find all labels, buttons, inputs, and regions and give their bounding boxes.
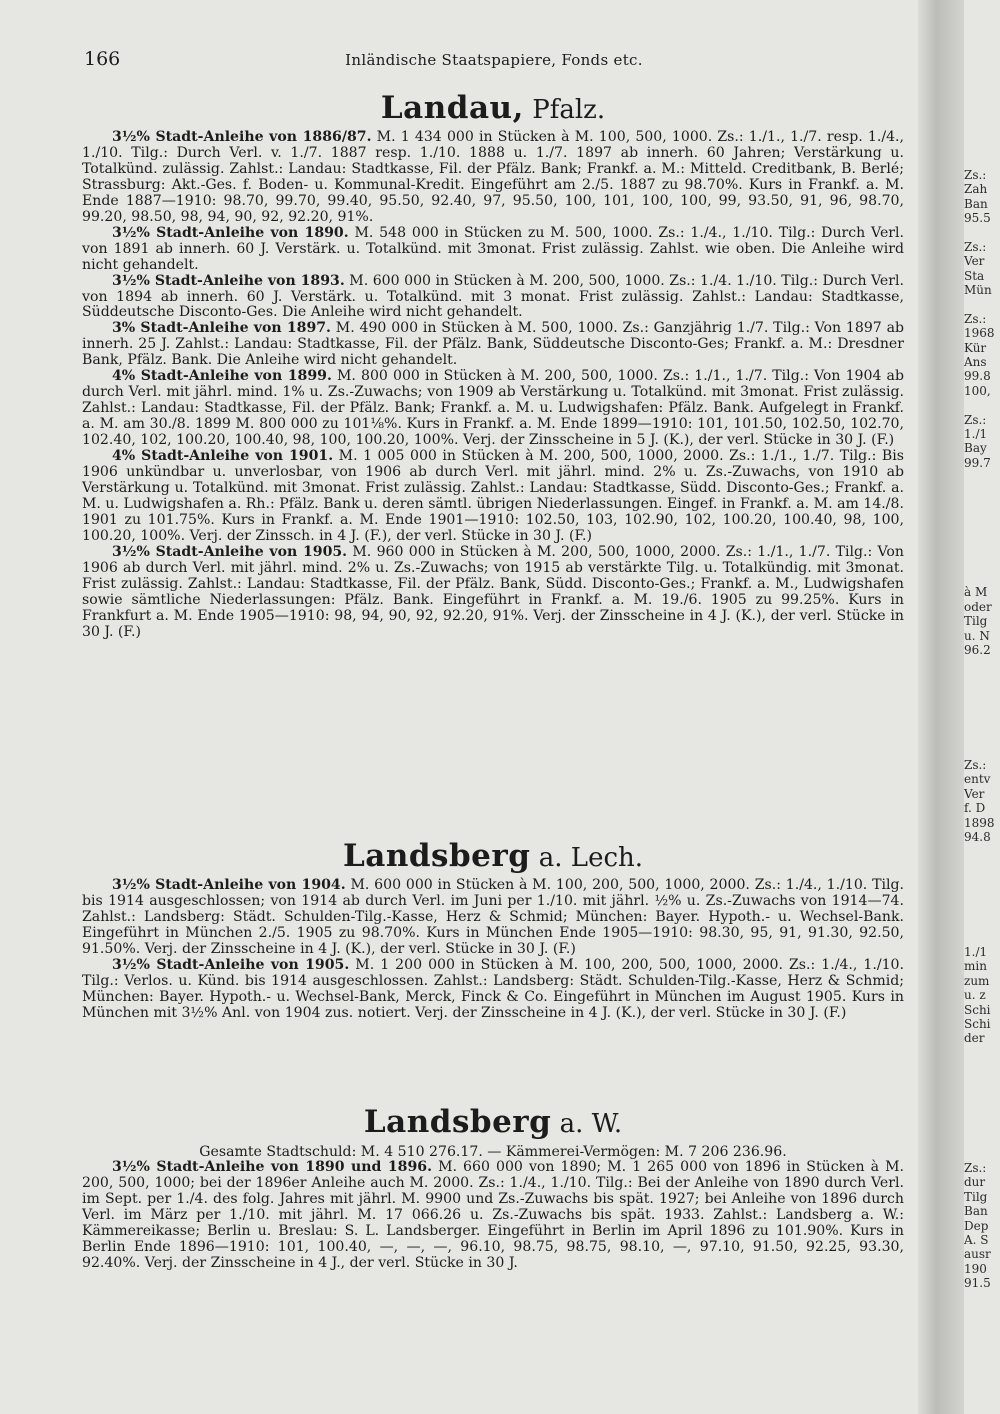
facing-page-fragment: ausr	[964, 1247, 991, 1262]
facing-page-fragment: 1898	[964, 815, 995, 830]
book-gutter	[918, 0, 964, 1414]
bond-text: M. 660 000 von 1890; M. 1 265 000 von 1896 in Stücken à M. 200, 500, 1000; bei der 1896er Anleihe auch M. 2000. Zs.: 1./4., 1./10. Tilg.: Bei der Anleihe von 1890 durch Verl. im Sept. per 1./4. des folg. Jahres mit jährl. M. 9900 und Zs.-Zuwachs bis spät. 1927; bei Anleihe von 1896 durch Verl. im März per 1./10. mit jährl. M. 17 066.26 u. Zs.-Zuwachs bis spät. 1933. Zahlst.: Landsberg a. W.: Kämmereikasse; Berlin u. Breslau: S. L. Landsberger. Eingeführt in Berlin im April 1896 zu 101.90%. Kurs in Berlin Ende 1896—1910: 101, 100.40, —, —, —, 96.10, 98.75, 98.75, 98.10, —, 97.10, 91.50, 92.25, 93.30, 92.40%. Verj. der Zinsscheine in 4 J., der verl. Stücke in 30 J.	[82, 1159, 904, 1271]
facing-page-fragment	[964, 902, 1000, 916]
facing-page-fragment: Sta	[964, 268, 985, 283]
facing-page-fragment: 96.2	[964, 642, 991, 657]
facing-page-fragment	[964, 470, 1000, 484]
page-number: 166	[84, 48, 121, 70]
facing-page-fragment: 1./1	[964, 427, 988, 442]
facing-page-fragment	[964, 513, 1000, 527]
facing-page-fragment	[964, 571, 1000, 585]
facing-page-fragment: Mün	[964, 283, 992, 298]
facing-page-edge	[964, 168, 1000, 1290]
section-landau	[82, 90, 904, 641]
facing-page-fragment: 1968	[964, 326, 995, 341]
facing-page-fragment	[964, 873, 1000, 887]
bond-entry	[82, 878, 904, 958]
facing-page-fragment: Zs.:	[964, 168, 987, 182]
bond-text: M. 548 000 in Stücken zu M. 500, 1000. Zs.: 1./4., 1./10. Tilg.: Durch Verl. von 1891 ab innerh. 60 J. Verstärk. u. Totalkünd. mit 3monat. Frist zulässig. Zahlst. wie oben. Die Anleihe wird nicht gehandelt.	[82, 224, 905, 273]
facing-page-fragment: 190	[964, 1261, 987, 1276]
facing-page-fragment: u. N	[964, 628, 990, 643]
facing-page-fragment	[964, 528, 1000, 542]
facing-page-fragment	[964, 1046, 1000, 1060]
facing-page-fragment: oder	[964, 599, 992, 614]
facing-page-fragment	[964, 1118, 1000, 1132]
facing-page-fragment: 95.5	[964, 211, 991, 226]
facing-page-fragment	[964, 700, 1000, 714]
facing-page-fragment: à M	[964, 585, 988, 600]
bond-title: 4% Stadt-Anleihe von 1899.	[112, 368, 332, 385]
facing-page-fragment	[964, 686, 1000, 700]
facing-page-fragment	[964, 1147, 1000, 1161]
bond-entry	[82, 130, 904, 226]
facing-page-fragment	[964, 1089, 1000, 1103]
facing-page-fragment	[964, 1103, 1000, 1117]
running-head	[84, 48, 904, 72]
city-name: Landsberg	[363, 1104, 552, 1140]
bond-entry	[82, 545, 904, 641]
facing-page-fragment: Tilg	[964, 1189, 988, 1204]
facing-page-fragment	[964, 715, 1000, 729]
bond-title: 3½% Stadt-Anleihe von 1890.	[112, 224, 349, 241]
bond-entry	[82, 958, 904, 1022]
facing-page-fragment	[964, 542, 1000, 556]
bond-text: M. 600 000 in Stücken à M. 100, 200, 500, 1000, 2000. Zs.: 1./4., 1./10. Tilg. bis 1914 ausgeschlossen; von 1914 ab durch Verl. im Juni per 1./10. mit jährl. ½% u. Zs.-Zuwachs von 1914—74. Zahlst.: Landsberg: Städt. Schulden-Tilg.-Kasse, Herz & Schmid; München: Bayer. Hypoth.- u. Wechsel-Bank. Eingeführt in München 2./5. 1905 zu 98.70%. Kurs in München Ende 1905—1910: 98.30, 95, 91, 91.30, 92.50, 91.50%. Verj. der Zinsscheine in 4 J. (K.), der verl. Stücke in 30 J. (F.)	[82, 877, 904, 957]
city-region: a. W.	[559, 1109, 623, 1139]
bond-title: 3½% Stadt-Anleihe von 1905.	[112, 543, 348, 560]
bond-title: 3½% Stadt-Anleihe von 1905.	[112, 956, 350, 973]
facing-page-fragment	[964, 744, 1000, 758]
facing-page-fragment: 91.5	[964, 1276, 991, 1291]
bond-text: M. 490 000 in Stücken à M. 500, 1000. Zs.: Ganzjährig 1./7. Tilg.: Von 1897 ab innerh. 25 J. Zahlst.: Landau: Stadtkasse, Fil. der Pfälz. Bank, Süddeutsche Disconto-Ges; Frankf. a. M.: Dresdner Bank, Pfälz. Bank. Die Anleihe wird nicht gehandelt.	[82, 320, 904, 369]
facing-page-fragment: Dep	[964, 1218, 989, 1233]
bond-title: 3½% Stadt-Anleihe von 1893.	[112, 272, 345, 289]
bond-entry	[82, 274, 904, 322]
facing-page-fragment: Schi	[964, 1017, 991, 1032]
facing-page-fragment: 94.8	[964, 829, 991, 844]
facing-page-fragment: min	[964, 959, 987, 974]
facing-page-fragment: Bay	[964, 441, 987, 456]
facing-page-fragment	[964, 916, 1000, 930]
facing-page-fragment: Ban	[964, 1204, 988, 1219]
city-debt-summary: Gesamte Stadtschuld: M. 4 510 276.17. — Kämmerei-Vermögen: M. 7 206 236.96.	[199, 1144, 787, 1160]
facing-page-fragment	[964, 657, 1000, 671]
facing-page-fragment: u. z	[964, 988, 986, 1003]
facing-page-fragment	[964, 859, 1000, 873]
facing-page-fragment	[964, 888, 1000, 902]
facing-page-fragment	[964, 226, 1000, 240]
bond-entry	[82, 369, 904, 449]
facing-page-fragment: Tilg	[964, 614, 988, 629]
facing-page-fragment: A. S	[964, 1232, 989, 1247]
bond-title: 3½% Stadt-Anleihe von 1904.	[112, 877, 346, 893]
facing-page-fragment: Ver	[964, 254, 985, 269]
bond-title: 4% Stadt-Anleihe von 1901.	[112, 448, 334, 465]
facing-page-fragment: Kür	[964, 340, 987, 355]
facing-page-fragment: 100,	[964, 383, 991, 398]
section-landsberg-warthe	[82, 1104, 904, 1272]
facing-page-fragment: Zs.:	[964, 239, 987, 254]
bond-title: 3% Stadt-Anleihe von 1897.	[112, 320, 331, 337]
facing-page-fragment	[964, 298, 1000, 312]
facing-page-fragment: Zs.:	[964, 412, 987, 427]
facing-page-fragment	[964, 931, 1000, 945]
facing-page-fragment	[964, 557, 1000, 571]
bond-text: M. 1 434 000 in Stücken à M. 100, 500, 1000. Zs.: 1./1., 1./7. resp. 1./4., 1./10. Tilg.: Durch Verl. v. 1./7. 1887 resp. 1./10. 1888 u. 1./7. 1897 ab innerh. 60 Jahren; Verstärkung u. Totalkünd. zulässig. Zahlst.: Landau: Stadtkasse, Fil. der Pfälz. Bank; Frankf. a. M.: Mitteld. Creditbank, B. Berlé; Strassburg: Akt.-Ges. f. Boden- u. Kommunal-Kredit. Eingeführt am 2./5. 1887 zu 98.70%. Kurs in Frankf. a. M. Ende 1887—1910: 98.70, 99.70, 99.40, 95.50, 92.40, 97, 95.50, 100, 101, 100, 100, 99, 93.50, 91, 96, 98.70, 99.20, 98.50, 98, 94, 90, 92, 92.20, 91%.	[82, 129, 904, 225]
bond-text: M. 960 000 in Stücken à M. 200, 500, 1000, 2000. Zs.: 1./1., 1./7. Tilg.: Von 1906 ab durch Verl. mit jährl. mind. 2% u. Zs.-Zuwachs; von 1915 ab verstärkte Tilg. u. Totalkündig. mit 3monat. Frist zulässig. Zahlst.: Landau: Stadtkasse, Fil. der Pfälz. Bank, Südd. Disconto-Ges.; Frankf. a. M., Ludwigshafen sowie sämtliche Niederlassungen: Pfälz. Bank. Eingeführt in Frankf. a. M. 19./6. 1905 zu 99.25%. Kurs in Frankfurt a. M. Ende 1905—1910: 98, 94, 90, 92, 92.20, 91%. Verj. der Zinsscheine in 4 J. (K.), der verl. Stücke in 30 J. (F.)	[82, 543, 904, 640]
facing-page-fragment	[964, 398, 1000, 412]
city-region: Pfalz.	[532, 95, 606, 125]
facing-page-fragment: entv	[964, 772, 991, 787]
facing-page-fragment: 99.8	[964, 369, 991, 384]
facing-page-fragment: Ver	[964, 786, 985, 801]
facing-page-fragment: 1./1	[964, 945, 988, 960]
facing-page-fragment	[964, 499, 1000, 513]
facing-page-fragment: Zah	[964, 182, 988, 197]
facing-page-fragment: der	[964, 1031, 985, 1046]
bond-entry	[82, 1160, 904, 1272]
facing-page-fragment: Zs.:	[964, 758, 987, 773]
facing-page-fragment	[964, 844, 1000, 858]
city-name: Landsberg	[342, 838, 531, 874]
bond-entry	[82, 449, 904, 545]
city-heading	[82, 1104, 904, 1144]
facing-page-fragment	[964, 1075, 1000, 1089]
facing-page-fragment: Zs.:	[964, 311, 987, 326]
facing-page-fragment: dur	[964, 1175, 986, 1190]
city-name: Landau,	[380, 90, 524, 126]
facing-page-fragment: 99.7	[964, 455, 991, 470]
bond-text: M. 800 000 in Stücken à M. 200, 500, 1000. Zs.: 1./1., 1./7. Tilg.: Von 1904 ab durch Verl. mit jährl. mind. 1% u. Zs.-Zuwachs; von 1909 ab Verstärkung u. Totalkünd. mit 3monat. Frist zulässig. Zahlst.: Landau: Stadtkasse, Fil. der Pfälz. Bank; Frankf. a. M. u. Ludwigshafen: Pfälz. Bank. Aufgelegt in Frankf. a. M. am 30./8. 1899 M. 800 000 zu 101⅛%. Kurs in Frankf. a. M. Ende 1899—1910: 101, 101.50, 102.50, 102.70, 102.40, 102, 100.20, 100.40, 98, 100, 100.20, 100%. Verj. der Zinsscheine in 5 J. (K.), der verl. Stücke in 30 J. (F.)	[82, 368, 904, 449]
facing-page-fragment: Schi	[964, 1002, 991, 1017]
facing-page-fragment	[964, 1132, 1000, 1146]
facing-page-fragment	[964, 729, 1000, 743]
bond-text: M. 1 005 000 in Stücken à M. 200, 500, 1000, 2000. Zs.: 1./1., 1./7. Tilg.: Bis 1906 unkündbar u. unverlosbar, von 1906 ab durch Verl. mit jährl. mind. 2% u. Zs.-Zuwachs, von 1910 ab Verstärkung u. Totalkünd. mit 3monat. Frist zulässig. Zahlst.: Landau: Stadtkasse, Südd. Disconto-Ges.; Frankf. a. M. u. Ludwigshafen a. Rh.: Pfälz. Bank u. deren sämtl. übrigen Niederlassungen. Eingef. in Frankf. a. M. am 14./8. 1901 zu 101.75%. Kurs in Frankf. a. M. Ende 1901—1910: 102.50, 103, 102.90, 102, 100.20, 100.40, 98, 100, 100.20, 100%. Verj. der Zinssch. in 4 J. (F.), der verl. Stücke in 30 J. (F.)	[82, 448, 904, 544]
city-heading	[82, 838, 904, 878]
bond-entry	[82, 226, 904, 274]
facing-page-fragment	[964, 1060, 1000, 1074]
facing-page-fragment: f. D	[964, 801, 986, 816]
facing-page-fragment	[964, 672, 1000, 686]
bond-entry	[82, 321, 904, 369]
facing-page-fragment: zum	[964, 973, 990, 988]
facing-page-fragment: Ban	[964, 196, 988, 211]
city-heading	[82, 90, 904, 130]
city-region: a. Lech.	[538, 843, 644, 873]
facing-page-fragment: Ans	[964, 355, 987, 370]
bond-title: 3½% Stadt-Anleihe von 1890 und 1896.	[112, 1159, 432, 1175]
section-landsberg-lech	[82, 838, 904, 1022]
running-title: Inländische Staatspapiere, Fonds etc.	[345, 51, 643, 69]
bond-title: 3½% Stadt-Anleihe von 1886/87.	[112, 129, 372, 145]
bond-text: M. 1 200 000 in Stücken à M. 100, 200, 500, 1000, 2000. Zs.: 1./4., 1./10. Tilg.: Verlos. u. Künd. bis 1914 ausgeschlossen. Zahlst.: Landsberg: Städt. Schulden-Tilg.-Kasse, Herz & Schmid; München: Bayer. Hypoth.- u. Wechsel-Bank, Merck, Finck & Co. Eingeführt in München im August 1905. Kurs in München mit 3½% Anl. von 1904 zus. notiert. Verj. der Zinsscheine in 4 J. (K.), der verl. Stücke in 30 J. (F.)	[82, 956, 904, 1021]
facing-page-fragment: Zs.:	[964, 1160, 987, 1175]
facing-page-fragment	[964, 485, 1000, 499]
bond-text: M. 600 000 in Stücken à M. 200, 500, 1000. Zs.: 1./4. 1./10. Tilg.: Durch Verl. von 1894 ab innerh. 60 J. Verstärk. u. Totalkünd. mit 3 monat. Frist zulässig. Zahlst.: Landau: Stadtkasse, Süddeutsche Disconto-Ges. Die Anleihe wird nicht gehandelt.	[82, 272, 904, 321]
